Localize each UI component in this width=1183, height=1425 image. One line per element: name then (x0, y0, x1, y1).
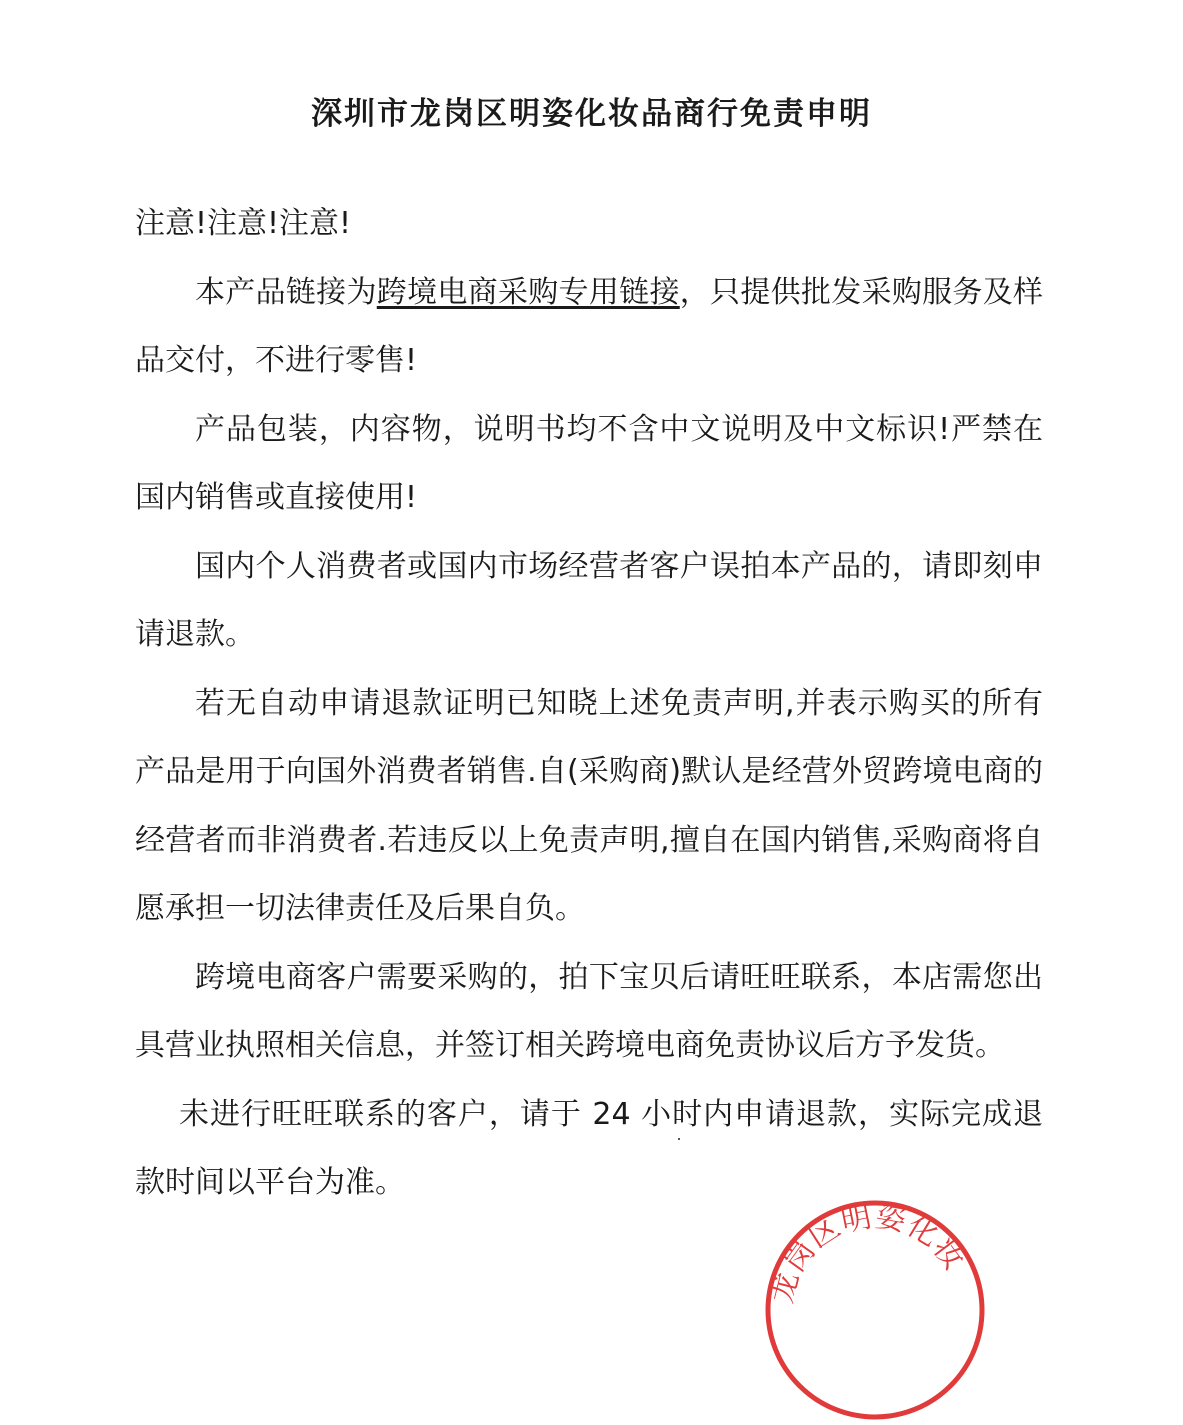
para1-text-before: 本产品链接为 (195, 274, 377, 310)
para1-text-after: ，只提供批发采购服务及样品交付，不进行零售! (135, 274, 1044, 378)
paragraph-packaging: 产品包装，内容物，说明书均不含中文说明及中文标识!严禁在国内销售或直接使用! (135, 411, 1043, 515)
document-title: 深圳市龙岗区明姿化妆品商行免责申明 (311, 96, 872, 132)
paragraph-refund-request: 国内个人消费者或国内市场经营者客户误拍本产品的，请即刻申请退款。 (135, 548, 1043, 652)
document-body (135, 190, 1043, 1218)
underlined-link-phrase: 跨境电商采购专用链接 (376, 274, 680, 310)
seal-text: 龙岗区明姿化妆 (764, 1198, 973, 1307)
paragraph-liability: 若无自动申请退款证明已知晓上述免责声明,并表示购买的所有产品是用于向国外消费者销售.自(采购商)默认是经营外贸跨境电商的经营者而非消费者.若违反以上免责声明,擅自在国内销售,采购商将自愿承担一切法律责任及后果自负。 (135, 685, 1043, 926)
paragraph-contact: 跨境电商客户需要采购的，拍下宝贝后请旺旺联系，本店需您出具营业执照相关信息，并签订相关跨境电商免责协议后方予发货。 (135, 959, 1043, 1063)
paragraph-purchase-link (135, 259, 1043, 396)
stray-dot (678, 1138, 680, 1140)
paragraph-refund-deadline: 未进行旺旺联系的客户，请于 24 小时内申请退款，实际完成退款时间以平台为准。 (135, 1096, 1043, 1200)
company-seal-stamp (760, 1195, 990, 1425)
notice-line: 注意!注意!注意! (135, 206, 352, 241)
